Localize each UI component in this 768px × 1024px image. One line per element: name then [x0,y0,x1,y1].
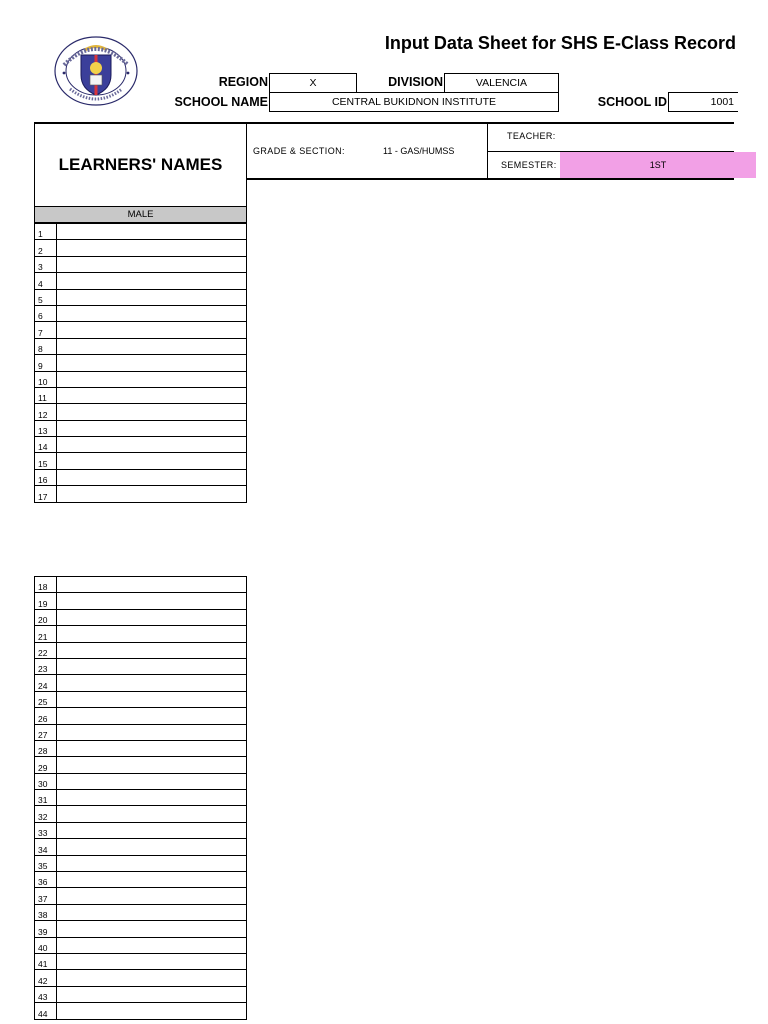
learner-name-cell[interactable] [57,453,247,469]
learner-name-cell[interactable] [57,289,247,305]
learner-row [35,224,247,240]
row-number: 5 [35,289,57,305]
learner-name-cell[interactable] [57,420,247,436]
row-number: 8 [35,338,57,354]
teacher-field[interactable] [560,124,734,150]
learner-name-cell[interactable] [57,740,247,756]
learner-name-cell[interactable] [57,658,247,674]
learner-row [35,970,247,986]
learner-row [35,806,247,822]
row-number: 7 [35,322,57,338]
learner-name-cell[interactable] [57,708,247,724]
learner-row [35,872,247,888]
row-number: 23 [35,658,57,674]
learner-name-cell[interactable] [57,305,247,321]
learner-row [35,273,247,289]
learner-row [35,855,247,871]
learner-name-cell[interactable] [57,888,247,904]
learner-name-cell[interactable] [57,872,247,888]
learner-row [35,469,247,485]
learner-name-cell[interactable] [57,387,247,403]
row-number: 25 [35,691,57,707]
learner-row [35,839,247,855]
row-number: 24 [35,675,57,691]
row-number: 1 [35,224,57,240]
learner-row [35,305,247,321]
learner-name-cell[interactable] [57,773,247,789]
learner-row [35,626,247,642]
row-number: 19 [35,593,57,609]
learner-name-cell[interactable] [57,593,247,609]
teacher-label: TEACHER: [507,131,556,141]
class-info-bottom-border [247,178,734,180]
learner-row [35,486,247,502]
grade-section-label: GRADE & SECTION: [253,146,345,156]
row-number: 14 [35,437,57,453]
row-number: 3 [35,256,57,272]
region-field[interactable]: X [269,73,357,93]
learner-row [35,757,247,773]
learner-name-cell[interactable] [57,642,247,658]
learner-row [35,790,247,806]
row-number: 44 [35,1003,57,1019]
learner-name-cell[interactable] [57,486,247,502]
male-learners-table-2 [34,576,247,1020]
school-id-label: SCHOOL ID [597,95,667,109]
learner-row [35,675,247,691]
row-number: 43 [35,986,57,1002]
learner-row [35,1003,247,1019]
row-number: 2 [35,240,57,256]
learner-row [35,708,247,724]
learner-name-cell[interactable] [57,355,247,371]
learner-row [35,724,247,740]
row-number: 15 [35,453,57,469]
learner-name-cell[interactable] [57,937,247,953]
row-number: 20 [35,609,57,625]
learner-name-cell[interactable] [57,970,247,986]
learner-row [35,773,247,789]
row-number: 34 [35,839,57,855]
learner-name-cell[interactable] [57,839,247,855]
grade-section-value[interactable]: 11 - GAS/HUMSS [383,146,455,156]
learner-row [35,322,247,338]
learner-name-cell[interactable] [57,437,247,453]
learner-row [35,822,247,838]
learner-row [35,371,247,387]
page-title: Input Data Sheet for SHS E-Class Record [384,33,736,53]
learner-row [35,593,247,609]
learner-row [35,437,247,453]
row-number: 27 [35,724,57,740]
male-section-header: MALE [34,206,247,223]
row-number: 13 [35,420,57,436]
learner-row [35,404,247,420]
learner-name-cell[interactable] [57,404,247,420]
learner-name-cell[interactable] [57,904,247,920]
row-number: 41 [35,953,57,969]
row-number: 29 [35,757,57,773]
semester-value: 1ST [649,160,667,170]
semester-field[interactable] [560,152,756,178]
learner-row [35,387,247,403]
row-number: 37 [35,888,57,904]
learner-name-cell[interactable] [57,675,247,691]
row-number: 18 [35,577,57,593]
school-name-label: SCHOOL NAME [174,95,268,109]
learner-row [35,642,247,658]
row-number: 9 [35,355,57,371]
row-number: 40 [35,937,57,953]
row-number: 12 [35,404,57,420]
learner-name-cell[interactable] [57,806,247,822]
learner-name-cell[interactable] [57,577,247,593]
row-number: 35 [35,855,57,871]
learner-name-cell[interactable] [57,609,247,625]
school-id-field[interactable]: 1001 [668,92,738,112]
learner-row [35,609,247,625]
region-label: REGION [218,75,268,89]
learner-row [35,888,247,904]
learner-name-cell[interactable] [57,371,247,387]
learner-row [35,986,247,1002]
learner-row [35,256,247,272]
learner-row [35,921,247,937]
row-number: 22 [35,642,57,658]
learner-row [35,658,247,674]
learner-row [35,240,247,256]
row-number: 33 [35,822,57,838]
row-number: 36 [35,872,57,888]
row-number: 11 [35,387,57,403]
learner-name-cell[interactable] [57,240,247,256]
learner-name-cell[interactable] [57,855,247,871]
male-learners-table-1 [34,223,247,503]
learner-name-cell[interactable] [57,469,247,485]
row-number: 28 [35,740,57,756]
learner-name-cell[interactable] [57,256,247,272]
row-number: 32 [35,806,57,822]
learner-name-cell[interactable] [57,224,247,240]
semester-label: SEMESTER: [501,160,557,170]
row-number: 26 [35,708,57,724]
row-number: 4 [35,273,57,289]
school-name-field[interactable]: CENTRAL BUKIDNON INSTITUTE [269,92,559,112]
row-number: 10 [35,371,57,387]
learner-name-cell[interactable] [57,338,247,354]
learner-name-cell[interactable] [57,953,247,969]
learner-name-cell[interactable] [57,724,247,740]
deped-seal [52,35,140,107]
learner-row [35,289,247,305]
learner-name-cell[interactable] [57,757,247,773]
row-number: 17 [35,486,57,502]
learner-row [35,691,247,707]
learner-name-cell[interactable] [57,822,247,838]
learner-row [35,355,247,371]
learner-row [35,904,247,920]
learners-names-header: LEARNERS' NAMES [34,122,247,207]
learner-row [35,577,247,593]
row-number: 42 [35,970,57,986]
row-number: 38 [35,904,57,920]
division-label: DIVISION [388,75,443,89]
row-number: 39 [35,921,57,937]
learner-row [35,338,247,354]
row-number: 31 [35,790,57,806]
learner-name-cell[interactable] [57,1003,247,1019]
learner-name-cell[interactable] [57,790,247,806]
learner-name-cell[interactable] [57,626,247,642]
learner-name-cell[interactable] [57,273,247,289]
learner-row [35,740,247,756]
row-number: 21 [35,626,57,642]
row-number: 16 [35,469,57,485]
learner-name-cell[interactable] [57,986,247,1002]
learner-name-cell[interactable] [57,322,247,338]
learner-row [35,953,247,969]
learner-name-cell[interactable] [57,691,247,707]
division-field[interactable]: VALENCIA [444,73,559,93]
row-number: 30 [35,773,57,789]
row-number: 6 [35,305,57,321]
learner-row [35,937,247,953]
learner-row [35,420,247,436]
learner-name-cell[interactable] [57,921,247,937]
learner-row [35,453,247,469]
